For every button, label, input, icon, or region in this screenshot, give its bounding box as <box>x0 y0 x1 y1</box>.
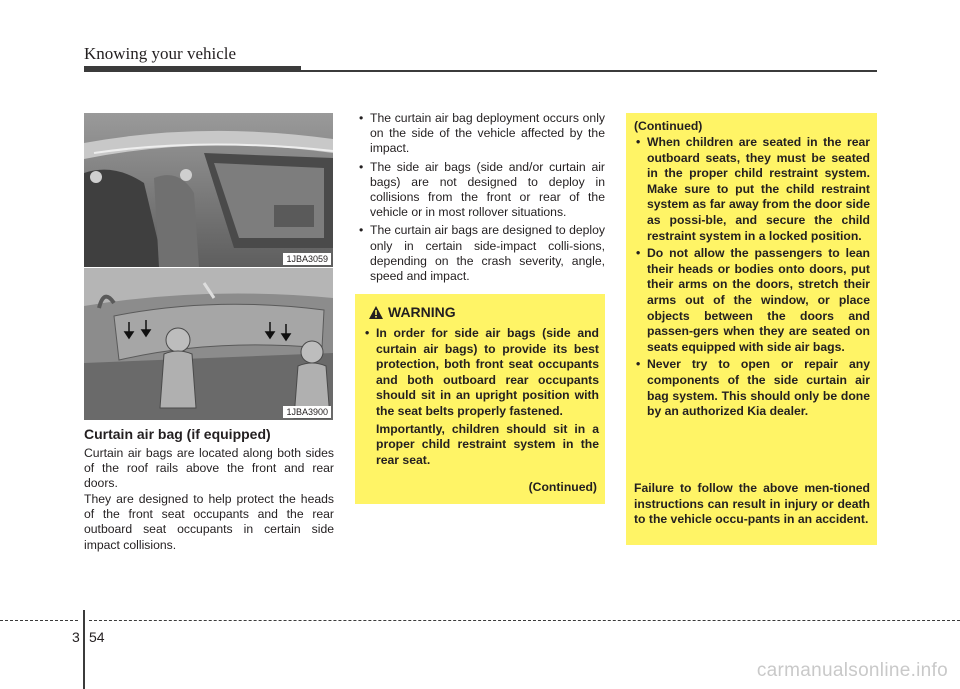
chapter-number: 3 <box>72 629 80 645</box>
footer-divider <box>83 610 85 689</box>
figure-curtain-airbag-deployed <box>84 268 333 420</box>
header-bar <box>84 66 301 72</box>
footer-dashed-rule-right <box>89 620 960 621</box>
continued-heading: (Continued) <box>634 119 703 133</box>
curtain-airbag-stowed-photo <box>84 113 333 267</box>
continued-warning-box <box>626 113 877 545</box>
curtain-airbag-deployed-illustration <box>84 268 333 420</box>
footer-dashed-rule-left <box>0 620 78 621</box>
list-item <box>363 326 599 468</box>
continued-closing-text: Failure to follow the above men-tioned instructions can result in injury or death to the vehicle occu-pants in an accident. <box>634 481 870 527</box>
figure-curtain-airbag-stowed <box>84 113 333 267</box>
warning-list <box>363 326 599 468</box>
warning-title: WARNING <box>388 304 456 320</box>
body-paragraph-1: Curtain air bags are located along both sides of the roof rails above the front and rear doors. <box>84 446 334 491</box>
header-rule <box>301 70 877 72</box>
figure-code-2: 1JBA3900 <box>283 406 331 418</box>
list-item: • The side air bags (side and/or curtain air bags) are not designed to deploy in collisions from the front or rear of the vehicle or in most rollover situations. <box>355 160 605 221</box>
warning-bullet-text: In order for side air bags (side and curtain air bags) to provide its best protection, both front seat occupants and both outboard rear occupants should sit in an upright position with the seat belts properly fastened. <box>376 326 599 418</box>
warning-extra-text: Importantly, children should sit in a proper child restraint system in the rear seat. <box>376 421 599 467</box>
list-item: • When children are seated in the rear outboard seats, they must be seated in the proper child restraint system. Make sure to put the child restraint system as far away from the door side as possi-ble, and secure the child restraint system in a locked position. <box>634 135 870 244</box>
list-item: • The curtain air bag deployment occurs only on the side of the vehicle affected by the impact. <box>355 111 605 157</box>
warning-triangle-icon <box>369 306 383 319</box>
list-item: • Never try to open or repair any components of the side curtain air bag system. This should only be done by an authorized Kia dealer. <box>634 357 870 419</box>
warning-header <box>369 304 456 320</box>
body-paragraph-2: They are designed to help protect the heads of the front seat occupants and the rear outboard seat occupants in certain side impact collisions. <box>84 492 334 552</box>
figure-code-1: 1JBA3059 <box>283 253 331 265</box>
watermark-text: carmanualsonline.info <box>756 660 948 681</box>
list-item: • The curtain air bags are designed to deploy only in certain side-impact colli-sions, depending on the crash severity, angle, speed and impact. <box>355 223 605 284</box>
section-heading: Curtain air bag (if equipped) <box>84 426 271 442</box>
page-header-title: Knowing your vehicle <box>84 44 237 63</box>
warning-box <box>355 294 605 504</box>
page-number: 54 <box>89 629 105 645</box>
list-item: • Do not allow the passengers to lean their heads or bodies onto doors, put their arms on the doors, stretch their arms out of the window, or place objects between the doors and passen-gers when they are seated on seats equipped with side air bags. <box>634 246 870 355</box>
middle-bullet-list <box>355 111 605 287</box>
continued-list <box>634 135 870 422</box>
warning-continued-label: (Continued) <box>528 480 597 494</box>
